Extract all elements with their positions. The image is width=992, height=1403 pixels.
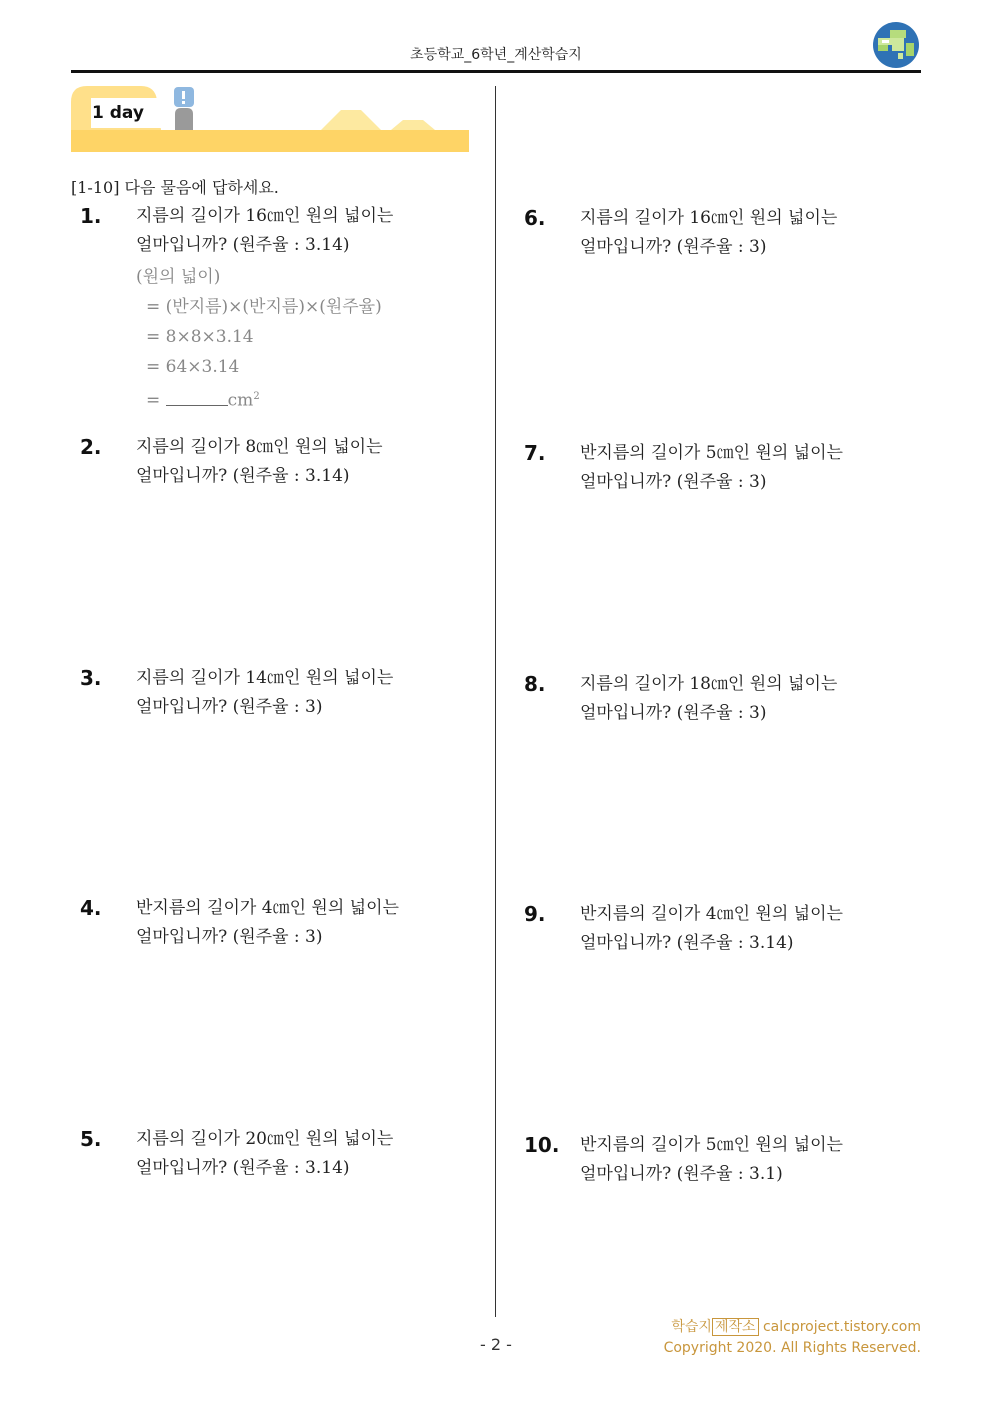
question-number: 4. [80, 896, 102, 920]
answer-line: = $cm^2$ [146, 390, 260, 411]
question-number: 7. [524, 441, 546, 465]
question-text: 반지름의 길이가 4㎝인 원의 넓이는 얼마입니까? (원주율 : 3.14) [580, 904, 843, 953]
question-number: 10. [524, 1133, 560, 1157]
question-number: 6. [524, 206, 546, 230]
question-text: 지름의 길이가 20㎝인 원의 넓이는 얼마입니까? (원주율 : 3.14) [136, 1129, 394, 1178]
question-text: 지름의 길이가 8㎝인 원의 넓이는 얼마입니까? (원주율 : 3.14) [136, 437, 383, 486]
hint-line: = 64×3.14 [146, 357, 240, 377]
answer-blank[interactable] [166, 389, 228, 406]
question-number: 5. [80, 1127, 102, 1151]
column-divider [495, 86, 496, 1317]
worksheet-title: 초등학교_6학년_계산학습지 [410, 47, 582, 63]
question-text: 지름의 길이가 16㎝인 원의 넓이는 얼마입니까? (원주율 : 3.14) [136, 206, 394, 255]
logo-icon [872, 21, 920, 69]
question-number: 3. [80, 666, 102, 690]
instruction-text: [1-10] 다음 물음에 답하세요. [71, 178, 279, 197]
question-text: 반지름의 길이가 5㎝인 원의 넓이는 얼마입니까? (원주율 : 3) [580, 443, 843, 492]
question-number: 1. [80, 204, 102, 228]
question-text: 반지름의 길이가 4㎝인 원의 넓이는 얼마입니까? (원주율 : 3) [136, 898, 399, 947]
header-rule [71, 70, 921, 73]
question-text: 지름의 길이가 18㎝인 원의 넓이는 얼마입니까? (원주율 : 3) [580, 674, 838, 723]
question-text: 지름의 길이가 14㎝인 원의 넓이는 얼마입니까? (원주율 : 3) [136, 668, 394, 717]
hint-line: = 8×8×3.14 [146, 327, 254, 347]
credit-boxed: 제작소 [712, 1318, 759, 1336]
hint-line: = (반지름)×(반지름)×(원주율) [146, 297, 382, 317]
page-number: - 2 - [480, 1335, 512, 1354]
day-label: 1 day [92, 103, 144, 123]
credit-line: 학습지 제작소 calcproject.tistory.com [671, 1319, 921, 1335]
worked-example [136, 262, 382, 416]
question-text: 지름의 길이가 16㎝인 원의 넓이는 얼마입니까? (원주율 : 3) [580, 208, 838, 257]
question-number: 2. [80, 435, 102, 459]
hint-line: (원의 넓이) [136, 267, 221, 287]
credit-site[interactable]: calcproject.tistory.com [758, 1319, 921, 1335]
copyright-text: Copyright 2020. All Rights Reserved. [663, 1340, 921, 1356]
question-number: 9. [524, 902, 546, 926]
question-number: 8. [524, 672, 546, 696]
question-text: 반지름의 길이가 5㎝인 원의 넓이는 얼마입니까? (원주율 : 3.1) [580, 1135, 843, 1184]
